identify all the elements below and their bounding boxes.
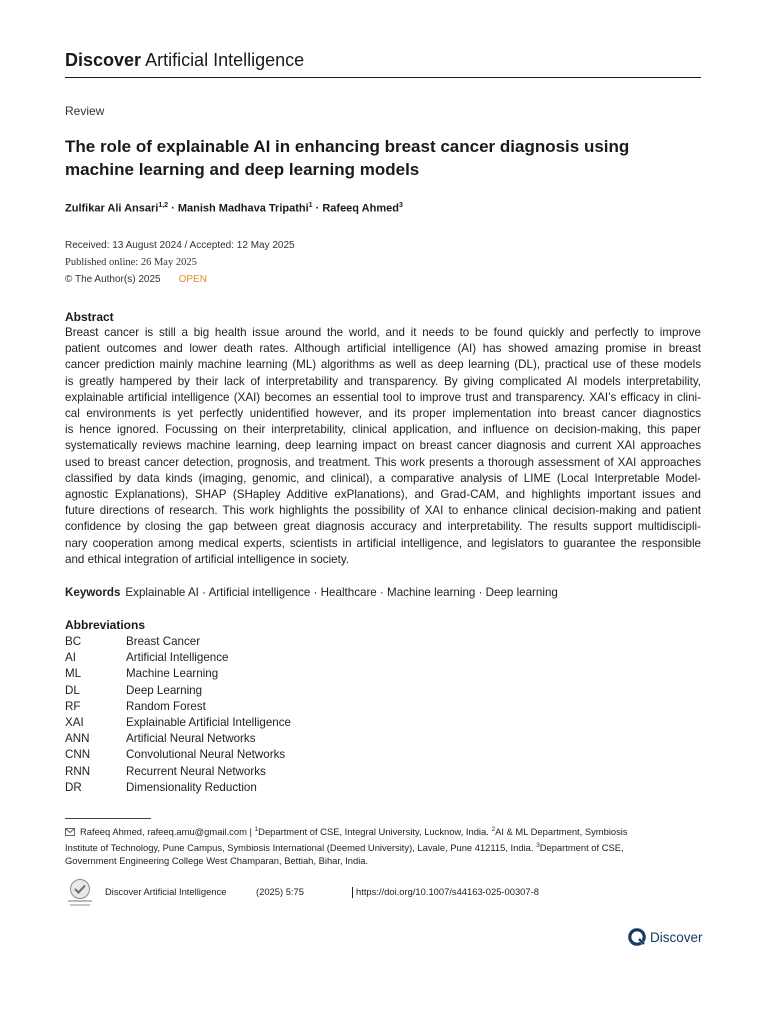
abstract-heading: Abstract bbox=[65, 310, 114, 324]
abstract-line: Breast cancer is still a big health issue around the world, and it needs to be found quickly and perfectly to improve bbox=[65, 326, 701, 339]
abbreviation-code: DL bbox=[65, 683, 80, 697]
abstract-body bbox=[65, 325, 701, 568]
abbreviation-code: DR bbox=[65, 780, 82, 794]
abbreviation-code: AI bbox=[65, 651, 76, 665]
footnote-sup: 1 bbox=[254, 826, 259, 833]
abbreviation-definition: Recurrent Neural Networks bbox=[126, 764, 266, 778]
header-divider bbox=[65, 77, 701, 78]
affiliation-2: AI & ML Department, Symbiosis bbox=[495, 826, 628, 838]
abstract-line: cancer prediction mainly machine learning (ML) algorithms as well as deep learning (DL), practical use of these models bbox=[65, 358, 701, 372]
abbreviation-code: RNN bbox=[65, 764, 91, 778]
footnote-sup: 2 bbox=[491, 826, 496, 833]
abbreviation-definition: Artificial Neural Networks bbox=[126, 732, 256, 746]
author-name[interactable]: Rafeeq Ahmed bbox=[322, 202, 399, 215]
abstract-line: agnostic Explanations), SHAP (SHapley Additive exPlanations), and Grad-CAM, and highlights important issues and bbox=[65, 488, 701, 502]
abbreviation-definition: Machine Learning bbox=[126, 667, 219, 681]
abstract-line: explainable artificial intelligence (XAI) becomes an essential tool to improve trust and transparency. XAI’s efficacy in clini- bbox=[65, 390, 701, 404]
corresponding-contact[interactable]: Rafeeq Ahmed, rafeeq.amu@gmail.com | bbox=[80, 826, 255, 838]
abstract-line: patient outcomes and lower death rates. Although artificial intelligence (AI) has showed amazing promise in breast bbox=[65, 342, 701, 356]
author-separator: · bbox=[168, 202, 178, 215]
journal-subject: Artificial Intelligence bbox=[145, 50, 305, 70]
abbreviation-code: ANN bbox=[65, 732, 90, 746]
abbreviations-heading: Abbreviations bbox=[65, 618, 146, 632]
abbreviation-row bbox=[65, 634, 291, 650]
author-name[interactable]: Zulfikar Ali Ansari bbox=[65, 202, 159, 215]
footer-separator bbox=[352, 887, 353, 898]
abbreviation-row bbox=[65, 650, 291, 666]
author-list bbox=[65, 202, 403, 215]
footnote-line: Government Engineering College West Champaran, Bettiah, Bihar, India. bbox=[65, 855, 369, 867]
doi-link[interactable]: https://doi.org/10.1007/s44163-025-00307-8 bbox=[356, 886, 539, 897]
abbreviation-code: BC bbox=[65, 635, 82, 648]
abbreviation-row bbox=[65, 731, 291, 747]
abstract-line: and ethical integration of artificial intelligence in society. bbox=[65, 552, 349, 566]
author-separator: · bbox=[312, 202, 323, 215]
affiliation-2-cont: Institute of Technology, Pune Campus, Symbiosis International (Deemed University), Lavale, Pune 412115, India. bbox=[65, 842, 537, 854]
keywords-label: Keywords bbox=[65, 586, 121, 599]
author-affiliation-marker: 1 bbox=[308, 202, 313, 209]
abbreviation-row bbox=[65, 764, 291, 780]
abbreviation-row bbox=[65, 747, 291, 763]
footnote-divider bbox=[65, 818, 151, 819]
author-name[interactable]: Manish Madhava Tripathi bbox=[177, 202, 309, 215]
abbreviations-list bbox=[65, 634, 291, 796]
abstract-line: cal environments is yet perfectly unidentified however, and its proper implementation into breast cancer diagnostics bbox=[65, 407, 701, 421]
abbreviation-row bbox=[65, 666, 291, 682]
abbreviation-code: CNN bbox=[65, 748, 91, 762]
abbreviation-definition: Dimensionality Reduction bbox=[126, 780, 257, 794]
affiliation-footnote bbox=[65, 823, 701, 867]
journal-brand: Discover bbox=[65, 50, 142, 70]
keywords bbox=[65, 586, 558, 599]
abbreviation-definition: Explainable Artificial Intelligence bbox=[126, 715, 291, 729]
abbreviation-definition: Random Forest bbox=[126, 699, 206, 713]
affiliation-3: Department of CSE, bbox=[539, 842, 624, 854]
footer-journal: Discover Artificial Intelligence bbox=[105, 886, 227, 897]
abbreviation-row bbox=[65, 699, 291, 715]
footnote-sup: 3 bbox=[536, 842, 540, 850]
envelope-icon[interactable] bbox=[65, 826, 75, 839]
copyright-line bbox=[65, 274, 207, 285]
abstract-line: confidence by closing the gap between great diagnosis accuracy and interpretability. The results support multidiscipli- bbox=[65, 520, 701, 534]
abbreviation-row bbox=[65, 715, 291, 731]
author-affiliation-marker: 1,2 bbox=[158, 202, 169, 209]
abbreviation-row bbox=[65, 683, 291, 699]
publisher-logo[interactable] bbox=[628, 928, 703, 946]
abstract-line: used to breast cancer detection, prognosis, and treatment. This work presents a thorough assessment of XAI approaches bbox=[65, 455, 701, 469]
abbreviation-code: XAI bbox=[65, 715, 84, 729]
footnote-line bbox=[65, 839, 701, 854]
journal-name bbox=[65, 50, 304, 71]
received-accepted-dates: Received: 13 August 2024 / Accepted: 12 May 2025 bbox=[65, 240, 295, 251]
discover-logo-icon bbox=[628, 928, 646, 946]
footer-volume: (2025) 5:75 bbox=[256, 886, 304, 897]
affiliation-1: Department of CSE, Integral University, Lucknow, India. bbox=[258, 826, 492, 838]
abbreviation-definition: Breast Cancer bbox=[126, 635, 201, 648]
abbreviation-definition: Convolutional Neural Networks bbox=[126, 748, 286, 762]
abstract-line: is hence ignored. Focussing on their interpretability, clinical application, and influence on decision-making, this paper bbox=[65, 423, 701, 437]
publisher-logo-text: Discover bbox=[650, 929, 703, 945]
published-date: Published online: 26 May 2025 bbox=[65, 257, 197, 268]
abbreviation-definition: Artificial Intelligence bbox=[126, 651, 229, 665]
footnote-line bbox=[65, 823, 701, 839]
abstract-line: is greatly hampered by their lack of interpretability and transparency. By giving complicated AI models interpretability, bbox=[65, 374, 701, 388]
open-access-badge[interactable]: OPEN bbox=[178, 274, 207, 285]
article-type: Review bbox=[65, 104, 105, 118]
check-for-updates-badge[interactable] bbox=[65, 878, 95, 910]
abbreviation-code: ML bbox=[65, 667, 82, 681]
abstract-line: systematically reviews machine learning, deep learning impact on breast cancer diagnosis and current XAI approaches bbox=[65, 439, 701, 453]
abstract-line: future directions of research. This work highlights the possibility of XAI to enhance clinical decision-making and patient bbox=[65, 504, 701, 518]
author-affiliation-marker: 3 bbox=[398, 202, 403, 209]
paper-title: The role of explainable AI in enhancing breast cancer diagnosis using machine learning and deep learning models bbox=[65, 137, 630, 179]
abbreviation-row bbox=[65, 780, 291, 796]
abstract-line: classified by data kinds (imaging, genomic, and clinical), a comparative analysis of LIME (Local Interpretable Model- bbox=[65, 471, 701, 485]
copyright-text: © The Author(s) 2025 bbox=[65, 274, 161, 285]
abbreviation-code: RF bbox=[65, 699, 81, 713]
keywords-list: Explainable AI · Artificial intelligence · Healthcare · Machine learning · Deep learning bbox=[125, 586, 558, 599]
abbreviation-definition: Deep Learning bbox=[126, 683, 203, 697]
abstract-line: nary cooperation among medical experts, scientists in artificial intelligence, and legislators to guarantee the responsible bbox=[65, 536, 701, 550]
